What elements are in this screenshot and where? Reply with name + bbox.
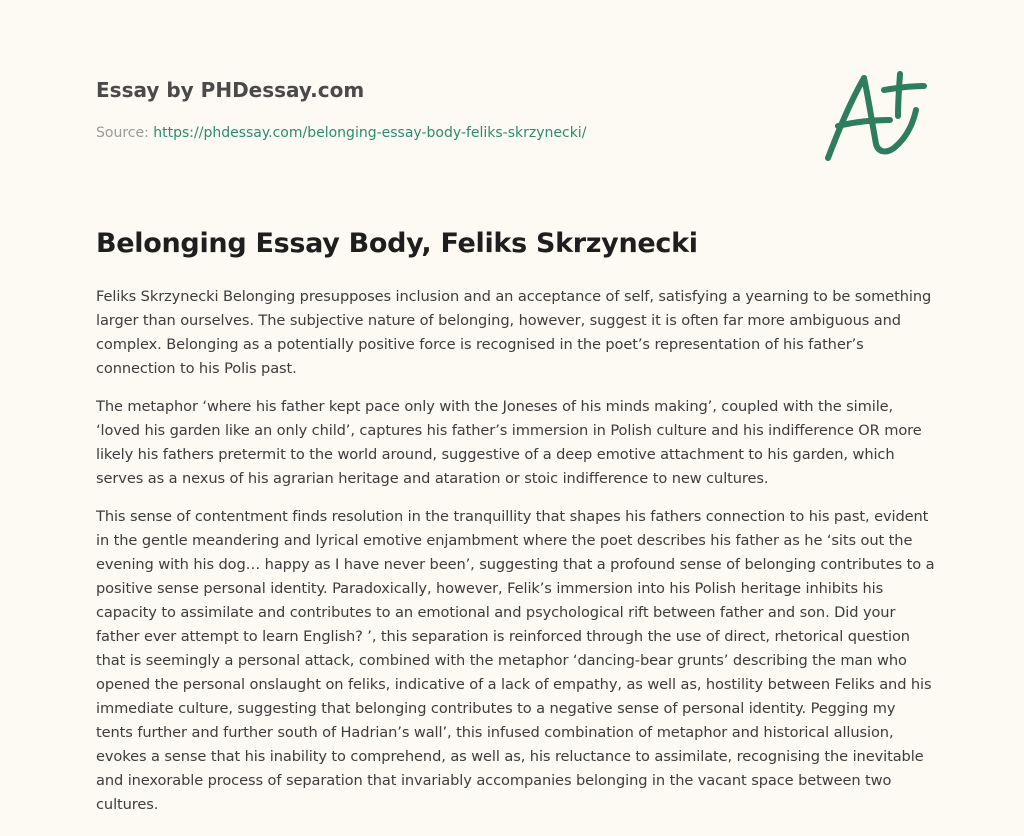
a-plus-grade-icon bbox=[820, 66, 930, 166]
source-link[interactable]: https://phdessay.com/belonging-essay-body-feliks-skrzynecki/ bbox=[153, 125, 587, 141]
essay-paragraph: This sense of contentment finds resolution in the tranquillity that shapes his fathers connection to his past, evident in the gentle meandering and lyrical emotive enjambment where the poet describes his father as he ‘sits out the evening with his dog… happy as I have never been’, suggesting that a profound sense of belonging contributes to a positive sense personal identity. Paradoxically, however, Felik’s immersion into his Polish heritage inhibits his capacity to assimilate and contributes to an emotional and psychological rift between father and son. Did your father ever attempt to learn English? ’, this separation is reinforced through the use of direct, rhetorical question that is seemingly a personal attack, combined with the metaphor ‘dancing-bear grunts’ describing the man who opened the personal onslaught on feliks, indicative of a lack of empathy, as well as, hostility between Feliks and his immediate culture, suggesting that belonging contributes to a negative sense of personal identity. Pegging my tents further and further south of Hadrian’s wall’, this infused combination of metaphor and historical allusion, evokes a sense that his inability to comprehend, as well as, his reluctance to assimilate, recognising the inevitable and inexorable process of separation that invariably accompanies belonging in the vacant space between two cultures. bbox=[96, 508, 935, 813]
site-brand: Essay by PHDessay.com bbox=[96, 78, 365, 102]
essay-paragraph: The metaphor ‘where his father kept pace only with the Joneses of his minds making’, coupled with the simile, ‘loved his garden like an only child’, captures his father’s immersion in Polish culture and his indifference OR more likely his fathers pretermit to the world around, suggestive of a deep emotive attachment to his garden, which serves as a nexus of his agrarian heritage and ataration or stoic indifference to new cultures. bbox=[96, 398, 922, 487]
essay-paragraph: Feliks Skrzynecki Belonging presupposes inclusion and an acceptance of self, satisfying a yearning to be something larger than ourselves. The subjective nature of belonging, however, suggest it is often far more ambiguous and complex. Belonging as a potentially positive force is recognised in the poet’s representation of his father’s connection to his Polis past. bbox=[96, 288, 932, 377]
essay-title: Belonging Essay Body, Feliks Skrzynecki bbox=[96, 228, 698, 259]
source-line bbox=[96, 124, 796, 142]
essay-body bbox=[96, 285, 936, 831]
source-label: Source: bbox=[96, 125, 149, 141]
site-header bbox=[96, 76, 796, 142]
